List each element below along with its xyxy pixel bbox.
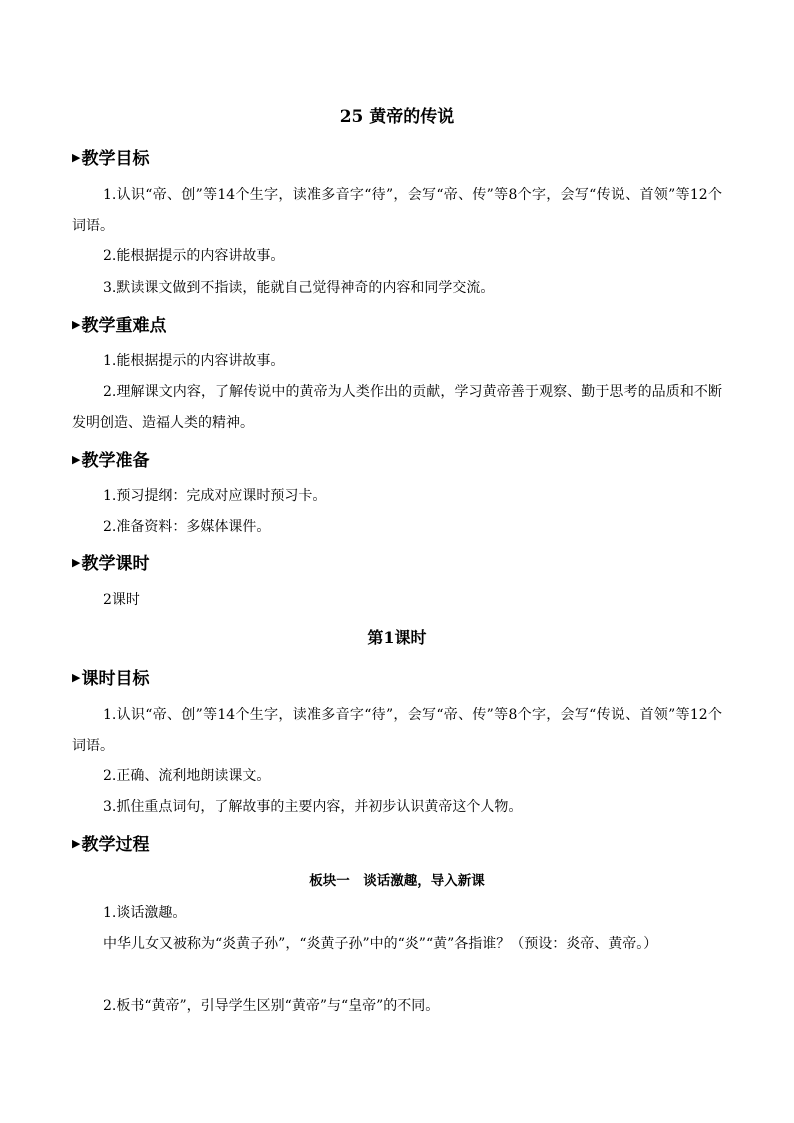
section-heading-lesson-goals (72, 668, 149, 690)
heading-label: 课时目标 (81, 669, 150, 689)
heading-label: 教学过程 (81, 835, 150, 855)
section-heading-process (72, 834, 149, 856)
goal-item-3: 3.默读课文做到不指读，能就自己觉得神奇的内容和同学交流。 (103, 280, 495, 296)
heading-label: 教学目标 (81, 149, 150, 169)
section-heading-periods (72, 553, 149, 575)
process-item-1: 1.谈话激趣。 (103, 905, 187, 921)
key-point-item-2: 2.理解课文内容，了解传说中的黄帝为人类作出的贡献，学习黄帝善于观察、勤于思考的品质和不断发明创造、造福人类的精神。 (72, 384, 722, 431)
lesson-goal-item-3: 3.抓住重点词句，了解故事的主要内容，并初步认识黄帝这个人物。 (103, 799, 523, 815)
process-item-2: 中华儿女又被称为“炎黄子孙”，“炎黄子孙”中的“炎”“黄”各指谁？（预设：炎帝、黄帝。） (103, 936, 658, 952)
triangle-marker-icon: ▶ (72, 671, 81, 684)
heading-label: 教学重难点 (81, 316, 167, 336)
goal-item-2: 2.能根据提示的内容讲故事。 (103, 248, 285, 264)
lesson-goal-item-1: 1.认识“帝、创”等14个生字，读准多音字“待”，会写“帝、传”等8个字，会写“传说、首领”等12个词语。 (72, 707, 722, 754)
heading-label: 教学准备 (81, 451, 150, 471)
heading-label: 教学课时 (81, 554, 150, 574)
section-heading-key-points (72, 315, 166, 337)
triangle-marker-icon: ▶ (72, 556, 81, 569)
section-heading-preparation (72, 450, 149, 472)
key-point-item-1: 1.能根据提示的内容讲故事。 (103, 353, 285, 369)
lesson-1-title: 第1课时 (367, 628, 427, 647)
section-heading-goals (72, 148, 149, 170)
triangle-marker-icon: ▶ (72, 453, 81, 466)
periods-text: 2课时 (103, 592, 140, 608)
triangle-marker-icon: ▶ (72, 318, 81, 331)
triangle-marker-icon: ▶ (72, 151, 81, 164)
process-item-3: 2.板书“黄帝”，引导学生区别“黄帝”与“皇帝”的不同。 (103, 998, 440, 1014)
preparation-item-2: 2.准备资料：多媒体课件。 (103, 519, 271, 535)
triangle-marker-icon: ▶ (72, 837, 81, 850)
goal-item-1: 1.认识“帝、创”等14个生字，读准多音字“待”，会写“帝、传”等8个字，会写“传说、首领”等12个词语。 (72, 187, 722, 234)
block-one-title: 板块一 谈话激趣，导入新课 (309, 873, 485, 889)
preparation-item-1: 1.预习提纲：完成对应课时预习卡。 (103, 488, 327, 504)
lesson-goal-item-2: 2.正确、流利地朗读课文。 (103, 768, 271, 784)
document-title: 25 黄帝的传说 (339, 107, 455, 127)
